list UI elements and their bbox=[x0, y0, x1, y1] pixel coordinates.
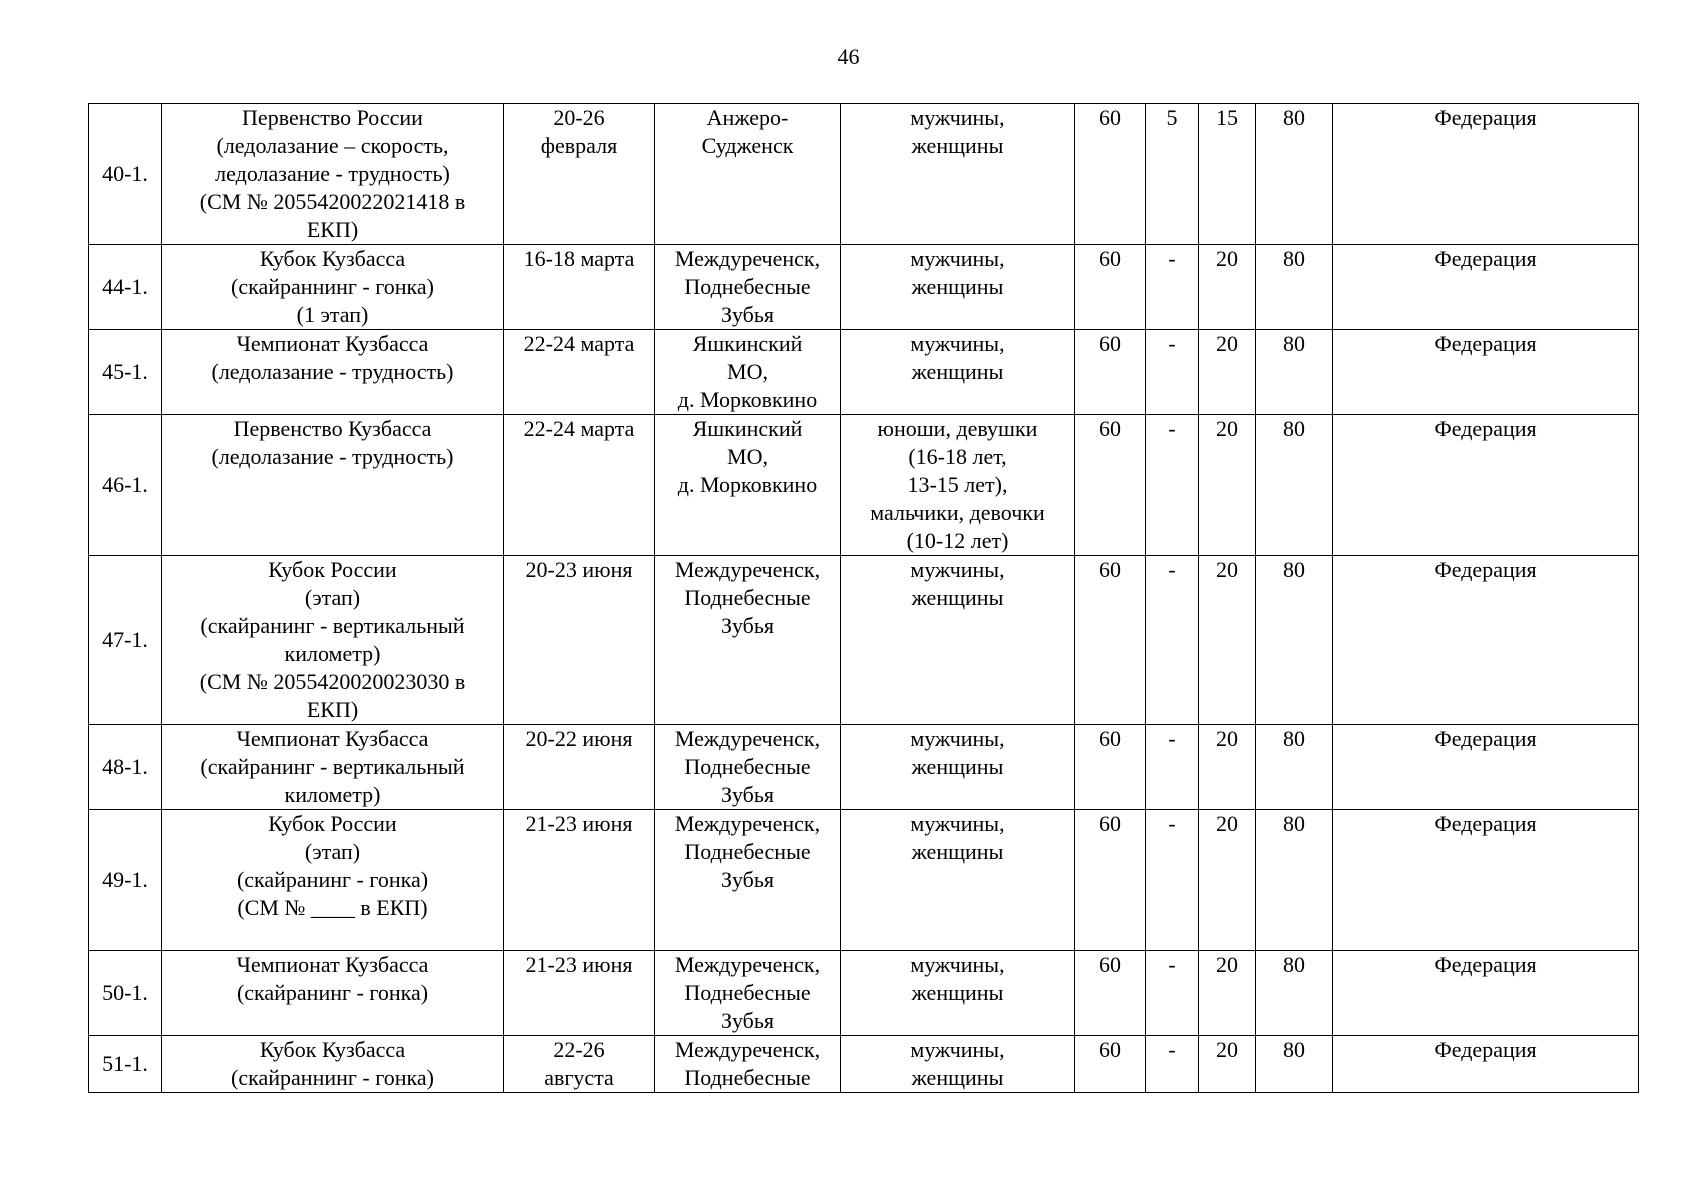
place-cell-line: Яшкинский bbox=[692, 331, 803, 356]
place-cell-line: Яшкинский bbox=[692, 416, 803, 441]
count-cell-2: - bbox=[1146, 725, 1199, 810]
participants-cell bbox=[841, 810, 1075, 951]
participants-cell bbox=[841, 1036, 1075, 1093]
count-cell-3: 20 bbox=[1199, 245, 1256, 330]
event-name-cell-line: Кубок Кузбасса bbox=[259, 1037, 406, 1062]
event-name-cell-line: (этап) bbox=[304, 839, 361, 864]
page-number: 46 bbox=[837, 44, 860, 69]
event-name-cell-line: Кубок Кузбасса bbox=[259, 246, 406, 271]
dates-cell-line: февраля bbox=[540, 133, 618, 158]
count-cell-1: 60 bbox=[1075, 556, 1146, 725]
event-name-cell-line: (скайранинг - вертикальный bbox=[200, 613, 465, 638]
participants-cell-line: мальчики, девочки bbox=[870, 500, 1045, 525]
event-name-cell-line: (ледолазание - трудность) bbox=[211, 359, 454, 384]
place-cell-line: Зубья bbox=[720, 782, 775, 807]
event-name-cell-line: (ледолазание - трудность) bbox=[211, 444, 454, 469]
row-number-cell: 47-1. bbox=[89, 556, 162, 725]
table-row bbox=[89, 725, 1639, 810]
event-name-cell-line: Кубок России bbox=[268, 811, 397, 836]
count-cell-2: - bbox=[1146, 330, 1199, 415]
events-table-body bbox=[89, 104, 1639, 1093]
count-cell-1: 60 bbox=[1075, 330, 1146, 415]
dates-cell-line: августа bbox=[544, 1065, 614, 1090]
event-name-cell-line: Чемпионат Кузбасса bbox=[236, 952, 429, 977]
count-cell-4: 80 bbox=[1256, 556, 1333, 725]
participants-cell-line: женщины bbox=[911, 980, 1004, 1005]
participants-cell-line: женщины bbox=[911, 359, 1004, 384]
count-cell-3: 20 bbox=[1199, 330, 1256, 415]
event-name-cell-line: (скайранинг - вертикальный bbox=[200, 754, 465, 779]
dates-cell bbox=[504, 415, 655, 556]
event-name-cell-line: (скайранинг - гонка) bbox=[236, 980, 429, 1005]
count-cell-1: 60 bbox=[1075, 415, 1146, 556]
organizer-cell: Федерация bbox=[1333, 1036, 1639, 1093]
participants-cell bbox=[841, 104, 1075, 245]
table-row bbox=[89, 951, 1639, 1036]
place-cell-line: Зубья bbox=[720, 302, 775, 327]
place-cell bbox=[655, 725, 841, 810]
dates-cell bbox=[504, 245, 655, 330]
place-cell-line: Поднебесные bbox=[684, 754, 811, 779]
count-cell-2: - bbox=[1146, 810, 1199, 951]
event-name-cell bbox=[162, 104, 504, 245]
dates-cell-line: 22-26 bbox=[553, 1037, 605, 1062]
organizer-cell: Федерация bbox=[1333, 415, 1639, 556]
participants-cell-line: женщины bbox=[911, 133, 1004, 158]
row-number-cell: 45-1. bbox=[89, 330, 162, 415]
event-name-cell-line: ледолазание - трудность) bbox=[215, 161, 450, 186]
participants-cell-line: (10-12 лет) bbox=[906, 528, 1009, 553]
place-cell-line: Поднебесные bbox=[684, 585, 811, 610]
event-name-cell bbox=[162, 725, 504, 810]
count-cell-1: 60 bbox=[1075, 104, 1146, 245]
place-cell-line: Зубья bbox=[720, 867, 775, 892]
participants-cell-line: мужчины, bbox=[910, 1037, 1005, 1062]
event-name-cell bbox=[162, 1036, 504, 1093]
dates-cell bbox=[504, 725, 655, 810]
place-cell-line: Поднебесные bbox=[684, 274, 811, 299]
participants-cell bbox=[841, 556, 1075, 725]
event-name-cell bbox=[162, 330, 504, 415]
dates-cell bbox=[504, 810, 655, 951]
event-name-cell-line: Чемпионат Кузбасса bbox=[236, 726, 429, 751]
event-name-cell-line: (скайраннинг - гонка) bbox=[231, 274, 434, 299]
event-name-cell-line: Чемпионат Кузбасса bbox=[236, 331, 429, 356]
count-cell-3: 20 bbox=[1199, 951, 1256, 1036]
participants-cell-line: мужчины, bbox=[910, 246, 1005, 271]
participants-cell-line: 13-15 лет), bbox=[907, 472, 1008, 497]
event-name-cell-line: Кубок России bbox=[268, 557, 397, 582]
count-cell-4: 80 bbox=[1256, 1036, 1333, 1093]
table-row bbox=[89, 330, 1639, 415]
place-cell-line: Междуреченск, bbox=[674, 557, 821, 582]
place-cell bbox=[655, 951, 841, 1036]
row-number-cell: 49-1. bbox=[89, 810, 162, 951]
organizer-cell: Федерация bbox=[1333, 245, 1639, 330]
participants-cell bbox=[841, 245, 1075, 330]
count-cell-2: - bbox=[1146, 951, 1199, 1036]
event-name-cell-line: (скайраннинг - гонка) bbox=[231, 1065, 434, 1090]
participants-cell-line: женщины bbox=[911, 585, 1004, 610]
count-cell-2: - bbox=[1146, 556, 1199, 725]
place-cell-line: д. Морковкино bbox=[677, 387, 818, 412]
count-cell-1: 60 bbox=[1075, 1036, 1146, 1093]
count-cell-3: 20 bbox=[1199, 415, 1256, 556]
count-cell-3: 15 bbox=[1199, 104, 1256, 245]
participants-cell bbox=[841, 725, 1075, 810]
place-cell-line: Междуреченск, bbox=[674, 811, 821, 836]
event-name-cell-line: (этап) bbox=[304, 585, 361, 610]
dates-cell-line: 20-22 июня bbox=[525, 726, 633, 751]
count-cell-4: 80 bbox=[1256, 330, 1333, 415]
row-number-cell: 40-1. bbox=[89, 104, 162, 245]
events-table bbox=[88, 103, 1639, 1093]
dates-cell bbox=[504, 556, 655, 725]
table-row bbox=[89, 810, 1639, 951]
count-cell-1: 60 bbox=[1075, 725, 1146, 810]
organizer-cell: Федерация bbox=[1333, 104, 1639, 245]
table-row bbox=[89, 245, 1639, 330]
event-name-cell-line: километр) bbox=[284, 641, 381, 666]
event-name-cell bbox=[162, 810, 504, 951]
row-number-cell: 46-1. bbox=[89, 415, 162, 556]
place-cell-line: Междуреченск, bbox=[674, 1037, 821, 1062]
place-cell bbox=[655, 556, 841, 725]
dates-cell bbox=[504, 330, 655, 415]
place-cell-line: МО, bbox=[727, 444, 768, 469]
count-cell-4: 80 bbox=[1256, 951, 1333, 1036]
participants-cell-line: женщины bbox=[911, 1065, 1004, 1090]
dates-cell-line: 20-26 bbox=[553, 105, 605, 130]
participants-cell-line: мужчины, bbox=[910, 331, 1005, 356]
place-cell bbox=[655, 810, 841, 951]
event-name-cell-line: (СМ № 2055420020023030 в bbox=[199, 669, 466, 694]
place-cell-line: Зубья bbox=[720, 1008, 775, 1033]
dates-cell bbox=[504, 104, 655, 245]
place-cell bbox=[655, 1036, 841, 1093]
count-cell-3: 20 bbox=[1199, 725, 1256, 810]
dates-cell-line: 22-24 марта bbox=[523, 331, 635, 356]
event-name-cell bbox=[162, 415, 504, 556]
event-name-cell-line: Первенство России bbox=[242, 105, 423, 130]
count-cell-4: 80 bbox=[1256, 725, 1333, 810]
dates-cell-line: 21-23 июня bbox=[525, 811, 633, 836]
participants-cell bbox=[841, 330, 1075, 415]
place-cell-line: Междуреченск, bbox=[674, 726, 821, 751]
count-cell-1: 60 bbox=[1075, 951, 1146, 1036]
row-number-cell: 51-1. bbox=[89, 1036, 162, 1093]
place-cell-line: д. Морковкино bbox=[677, 472, 818, 497]
event-name-cell-line: (1 этап) bbox=[296, 302, 369, 327]
table-row bbox=[89, 104, 1639, 245]
count-cell-4: 80 bbox=[1256, 245, 1333, 330]
place-cell-line: Поднебесные bbox=[684, 1065, 811, 1090]
place-cell bbox=[655, 245, 841, 330]
dates-cell bbox=[504, 951, 655, 1036]
count-cell-3: 20 bbox=[1199, 556, 1256, 725]
row-number-cell: 44-1. bbox=[89, 245, 162, 330]
event-name-cell-line: (скайранинг - гонка) bbox=[236, 867, 429, 892]
participants-cell-line: (16-18 лет, bbox=[908, 444, 1007, 469]
count-cell-3: 20 bbox=[1199, 1036, 1256, 1093]
place-cell-line: Поднебесные bbox=[684, 839, 811, 864]
dates-cell-line: 21-23 июня bbox=[525, 952, 633, 977]
participants-cell bbox=[841, 951, 1075, 1036]
count-cell-1: 60 bbox=[1075, 810, 1146, 951]
participants-cell-line: женщины bbox=[911, 754, 1004, 779]
event-name-cell-line: (ледолазание – скорость, bbox=[216, 133, 449, 158]
event-name-cell-line: Первенство Кузбасса bbox=[233, 416, 432, 441]
count-cell-2: - bbox=[1146, 415, 1199, 556]
participants-cell-line: юноши, девушки bbox=[877, 416, 1038, 441]
organizer-cell: Федерация bbox=[1333, 725, 1639, 810]
dates-cell-line: 16-18 марта bbox=[523, 246, 635, 271]
row-number-cell: 48-1. bbox=[89, 725, 162, 810]
dates-cell bbox=[504, 1036, 655, 1093]
place-cell-line: Поднебесные bbox=[684, 980, 811, 1005]
place-cell bbox=[655, 330, 841, 415]
event-name-cell-line: ЕКП) bbox=[306, 217, 359, 242]
organizer-cell: Федерация bbox=[1333, 810, 1639, 951]
count-cell-3: 20 bbox=[1199, 810, 1256, 951]
organizer-cell: Федерация bbox=[1333, 330, 1639, 415]
event-name-cell-line: километр) bbox=[284, 782, 381, 807]
event-name-cell bbox=[162, 951, 504, 1036]
participants-cell-line: мужчины, bbox=[910, 557, 1005, 582]
place-cell-line: Междуреченск, bbox=[674, 246, 821, 271]
participants-cell-line: мужчины, bbox=[910, 726, 1005, 751]
count-cell-4: 80 bbox=[1256, 810, 1333, 951]
organizer-cell: Федерация bbox=[1333, 951, 1639, 1036]
organizer-cell: Федерация bbox=[1333, 556, 1639, 725]
count-cell-4: 80 bbox=[1256, 104, 1333, 245]
count-cell-2: - bbox=[1146, 1036, 1199, 1093]
place-cell-line: Анжеро- bbox=[706, 105, 789, 130]
participants-cell-line: мужчины, bbox=[910, 811, 1005, 836]
participants-cell-line: женщины bbox=[911, 839, 1004, 864]
participants-cell-line: мужчины, bbox=[910, 105, 1005, 130]
count-cell-1: 60 bbox=[1075, 245, 1146, 330]
event-name-cell-line: (СМ № ____ в ЕКП) bbox=[237, 895, 428, 920]
participants-cell bbox=[841, 415, 1075, 556]
count-cell-4: 80 bbox=[1256, 415, 1333, 556]
dates-cell-line: 22-24 марта bbox=[523, 416, 635, 441]
place-cell-line: МО, bbox=[727, 359, 768, 384]
place-cell bbox=[655, 104, 841, 245]
event-name-cell-line: ЕКП) bbox=[306, 697, 359, 722]
table-row bbox=[89, 415, 1639, 556]
event-name-cell bbox=[162, 245, 504, 330]
dates-cell-line: 20-23 июня bbox=[525, 557, 633, 582]
count-cell-2: - bbox=[1146, 245, 1199, 330]
place-cell bbox=[655, 415, 841, 556]
table-row bbox=[89, 556, 1639, 725]
table-row bbox=[89, 1036, 1639, 1093]
row-number-cell: 50-1. bbox=[89, 951, 162, 1036]
count-cell-2: 5 bbox=[1146, 104, 1199, 245]
event-name-cell bbox=[162, 556, 504, 725]
participants-cell-line: женщины bbox=[911, 274, 1004, 299]
place-cell-line: Судженск bbox=[701, 133, 794, 158]
participants-cell-line: мужчины, bbox=[910, 952, 1005, 977]
place-cell-line: Междуреченск, bbox=[674, 952, 821, 977]
event-name-cell-line: (СМ № 2055420022021418 в bbox=[199, 189, 466, 214]
place-cell-line: Зубья bbox=[720, 613, 775, 638]
